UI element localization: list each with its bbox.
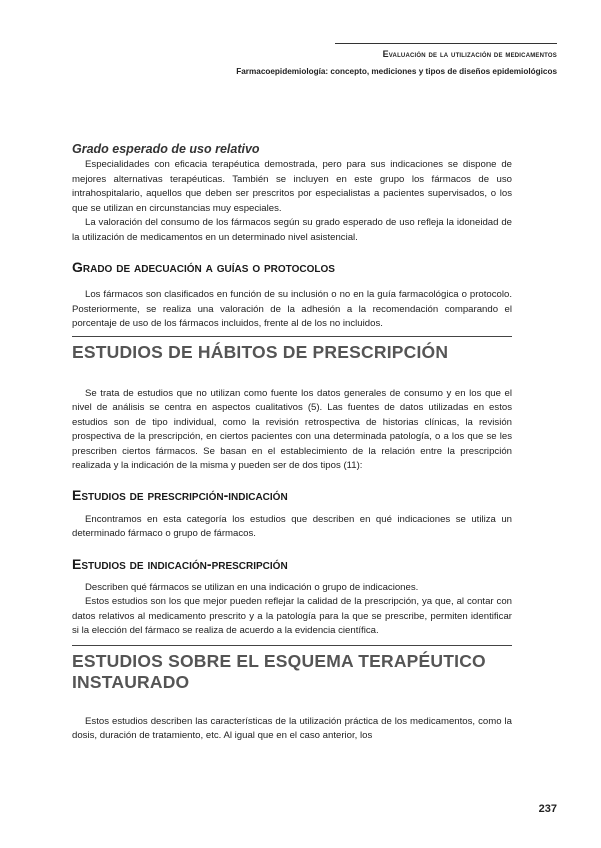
header-rule: [335, 43, 557, 44]
running-header-title: Evaluación de la utilización de medicamentos: [382, 49, 557, 59]
heading-esquema-terapeutico: ESTUDIOS SOBRE EL ESQUEMA TERAPÉUTICO INSTAURADO: [72, 645, 512, 693]
paragraph-grado-adecuacion: Los fármacos son clasificados en función de su inclusión o no en la guía farmacológica o protocolo. Posteriormente, se realiza una valoración de la adhesión a la recomendación comparando el porcentaje de uso de los fármacos incluidos, frente al de los no incluidos.: [72, 289, 512, 329]
running-header-subtitle: Farmacoepidemiología: concepto, mediciones y tipos de diseños epidemiológicos: [236, 67, 557, 76]
paragraph-esquema-terapeutico: Estos estudios describen las características de la utilización práctica de los medicamentos, como la dosis, duración de tratamiento, etc. Al igual que en el caso anterior, los: [72, 715, 512, 741]
paragraph-habitos-prescripcion: Se trata de estudios que no utilizan como fuente los datos generales de consumo y en los que el nivel de análisis se centra en aspectos cualitativos (5). Las fuentes de datos utilizadas en estos estudios son de tipo individual, como la revisión retrospectiva de historias clínicas, la revisión prospectiva de la prescripción, en ciertos pacientes con una determinada patología, o a los que se les prescriben ciertos fármacos. Se basan en el establecimiento de la relación entre la prescripción realizada y la indicación de la misma y pueden ser de dos tipos (11):: [72, 387, 512, 471]
heading-habitos-prescripcion: ESTUDIOS DE HÁBITOS DE PRESCRIPCIÓN: [72, 336, 512, 363]
heading-grado-adecuacion: Grado de adecuación a guías o protocolos: [72, 259, 335, 275]
heading-grado-esperado: Grado esperado de uso relativo: [72, 142, 260, 156]
paragraph-indicacion-prescripcion-1: Describen qué fármacos se utilizan en una indicación o grupo de indicaciones.: [85, 581, 419, 593]
page-body: [72, 141, 512, 744]
paragraph-indicacion-prescripcion-2: Estos estudios son los que mejor pueden reflejar la calidad de la prescripción, ya que, al contar con datos relativos al medicamento prescrito y a la patología para la que se prescribe, permiten identificar si la elección del fármaco se realiza de acuerdo a la evidencia científica.: [72, 596, 512, 636]
page-number: 237: [538, 803, 557, 815]
paragraph-grado-esperado-1: Especialidades con eficacia terapéutica demostrada, pero para sus indicaciones se dispone de mejores alternativas terapéuticas. También se incluyen en este grupo los fármacos de uso intrahospitalario, aquellos que deben ser prescritos por especialistas a pacientes supervisados, o los que se utilizan en circunstancias muy especiales.: [72, 159, 512, 214]
heading-prescripcion-indicacion: Estudios de prescripción-indicación: [72, 486, 288, 503]
heading-indicacion-prescripcion: Estudios de indicación-prescripción: [72, 555, 288, 572]
paragraph-prescripcion-indicacion: Encontramos en esta categoría los estudios que describen en qué indicaciones se utiliza un determinado fármaco o grupo de fármacos.: [72, 513, 512, 539]
paragraph-grado-esperado-2: La valoración del consumo de los fármacos según su grado esperado de uso refleja la idoneidad de la utilización de medicamentos en un determinado nivel asistencial.: [72, 217, 512, 243]
